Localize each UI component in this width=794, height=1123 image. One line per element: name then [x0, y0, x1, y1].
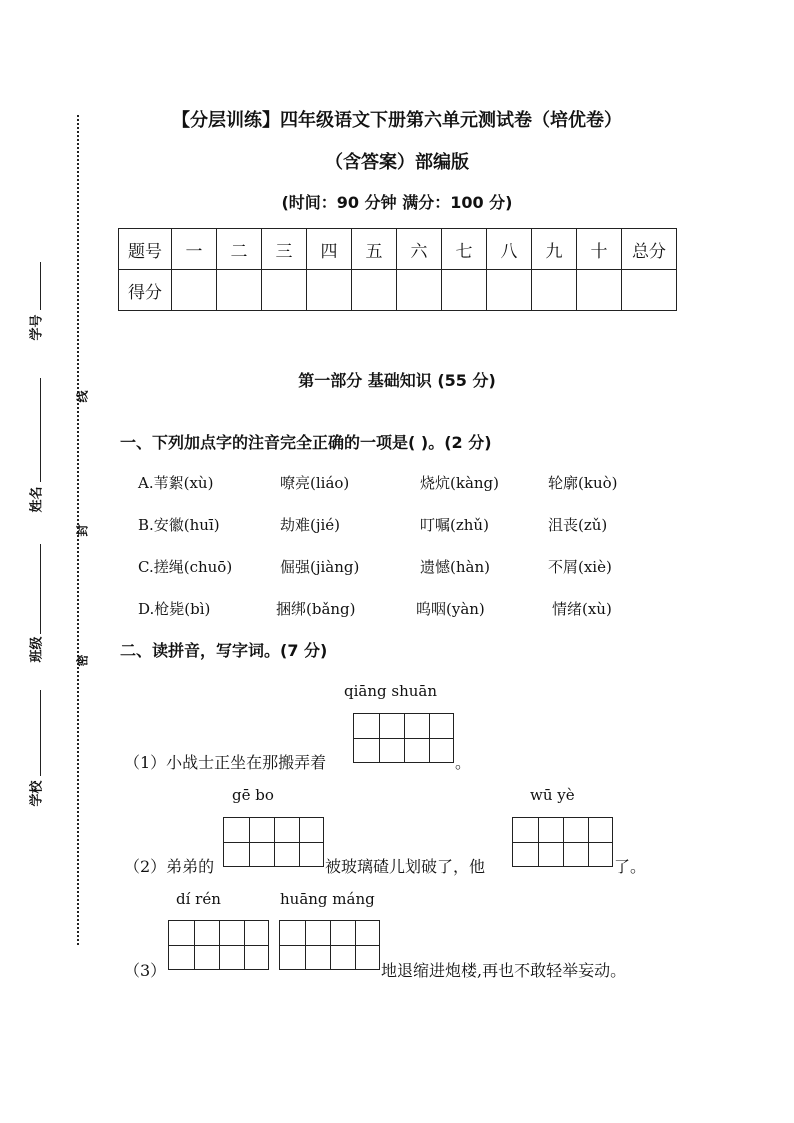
- table-cell: 九: [532, 229, 577, 270]
- table-cell: 三: [262, 229, 307, 270]
- pinyin-qiang-shuan: qiāng shuān: [344, 682, 437, 700]
- score-input-cell[interactable]: [262, 270, 307, 311]
- char-grid-3[interactable]: [512, 817, 613, 867]
- char-grid-4[interactable]: [168, 920, 269, 970]
- name-field[interactable]: [40, 378, 41, 482]
- sentence-1-before: （1）小战士正坐在那搬弄着: [124, 753, 327, 772]
- table-cell: 五: [352, 229, 397, 270]
- sentence-3-before: （3）: [124, 961, 167, 980]
- score-input-cell[interactable]: [307, 270, 352, 311]
- option-d-4: 情绪(xù): [552, 600, 612, 618]
- question-1-stem: 一、下列加点字的注音完全正确的一项是( )。(2 分): [120, 433, 492, 452]
- sentence-2-middle: 被玻璃碴儿划破了，他: [325, 857, 486, 876]
- option-c-3: 遗憾(hàn): [420, 558, 490, 576]
- table-cell: 一: [172, 229, 217, 270]
- pinyin-wu-ye: wū yè: [530, 786, 575, 804]
- section-title: 第一部分 基础知识 (55 分): [298, 371, 496, 390]
- exam-time-info: (时间：90 分钟 满分：100 分): [281, 193, 513, 212]
- option-c-4: 不屑(xiè): [548, 558, 612, 576]
- option-c-2: 倔强(jiàng): [280, 558, 360, 576]
- table-cell: 十: [577, 229, 622, 270]
- score-input-cell[interactable]: [217, 270, 262, 311]
- sentence-3-after: 地退缩进炮楼,再也不敢轻举妄动。: [381, 961, 627, 980]
- score-input-cell[interactable]: [172, 270, 217, 311]
- table-cell: 八: [487, 229, 532, 270]
- class-field[interactable]: [40, 544, 41, 634]
- score-table: [118, 228, 677, 311]
- score-table-score-row: [119, 270, 677, 311]
- option-d-2: 捆绑(bǎng): [276, 600, 356, 618]
- option-b-2: 劫难(jié): [280, 516, 341, 534]
- table-cell: 四: [307, 229, 352, 270]
- option-c-1: C.搓绳(chuō): [138, 558, 233, 576]
- option-b-4: 沮丧(zǔ): [548, 516, 608, 534]
- char-grid-1[interactable]: [353, 713, 454, 763]
- sentence-2-after: 了。: [614, 857, 647, 876]
- pinyin-di-ren: dí rén: [176, 890, 221, 908]
- option-a-4: 轮廓(kuò): [548, 474, 618, 492]
- table-cell: 二: [217, 229, 262, 270]
- seal-mark-secret: 密: [75, 654, 90, 667]
- student-id-label: 学号: [29, 314, 45, 341]
- score-input-cell[interactable]: [577, 270, 622, 311]
- table-cell: 得分: [119, 270, 172, 311]
- table-cell: 总分: [622, 229, 677, 270]
- score-input-cell[interactable]: [442, 270, 487, 311]
- seal-mark-line: 线: [75, 390, 90, 403]
- score-input-cell[interactable]: [487, 270, 532, 311]
- school-field[interactable]: [40, 690, 41, 776]
- option-d-1: D.枪毙(bì): [138, 600, 211, 618]
- score-input-cell[interactable]: [352, 270, 397, 311]
- option-d-3: 呜咽(yàn): [416, 600, 485, 618]
- name-label: 姓名: [29, 486, 45, 513]
- char-grid-5[interactable]: [279, 920, 380, 970]
- question-2-stem: 二、读拼音，写字词。(7 分): [120, 641, 328, 660]
- pinyin-huang-mang: huāng máng: [280, 890, 375, 908]
- char-grid-2[interactable]: [223, 817, 324, 867]
- score-input-cell[interactable]: [397, 270, 442, 311]
- table-cell: 六: [397, 229, 442, 270]
- seal-mark-seal: 封: [75, 524, 90, 537]
- option-a-3: 烧炕(kàng): [420, 474, 499, 492]
- exam-title: 【分层训练】四年级语文下册第六单元测试卷（培优卷）: [172, 110, 622, 131]
- score-table-header-row: [119, 229, 677, 270]
- exam-subtitle: （含答案）部编版: [325, 152, 469, 173]
- school-label: 学校: [29, 780, 45, 807]
- option-a-1: A.苇絮(xù): [138, 474, 214, 492]
- table-cell: 题号: [119, 229, 172, 270]
- sentence-1-after: 。: [455, 753, 472, 772]
- option-a-2: 嘹亮(liáo): [280, 474, 350, 492]
- student-id-field[interactable]: [40, 262, 41, 310]
- score-input-cell[interactable]: [622, 270, 677, 311]
- option-b-3: 叮嘱(zhǔ): [420, 516, 489, 534]
- score-input-cell[interactable]: [532, 270, 577, 311]
- table-cell: 七: [442, 229, 487, 270]
- option-b-1: B.安徽(huī): [138, 516, 220, 534]
- pinyin-ge-bo: gē bo: [232, 786, 274, 804]
- class-label: 班级: [29, 636, 45, 663]
- sentence-2-before: （2）弟弟的: [124, 857, 215, 876]
